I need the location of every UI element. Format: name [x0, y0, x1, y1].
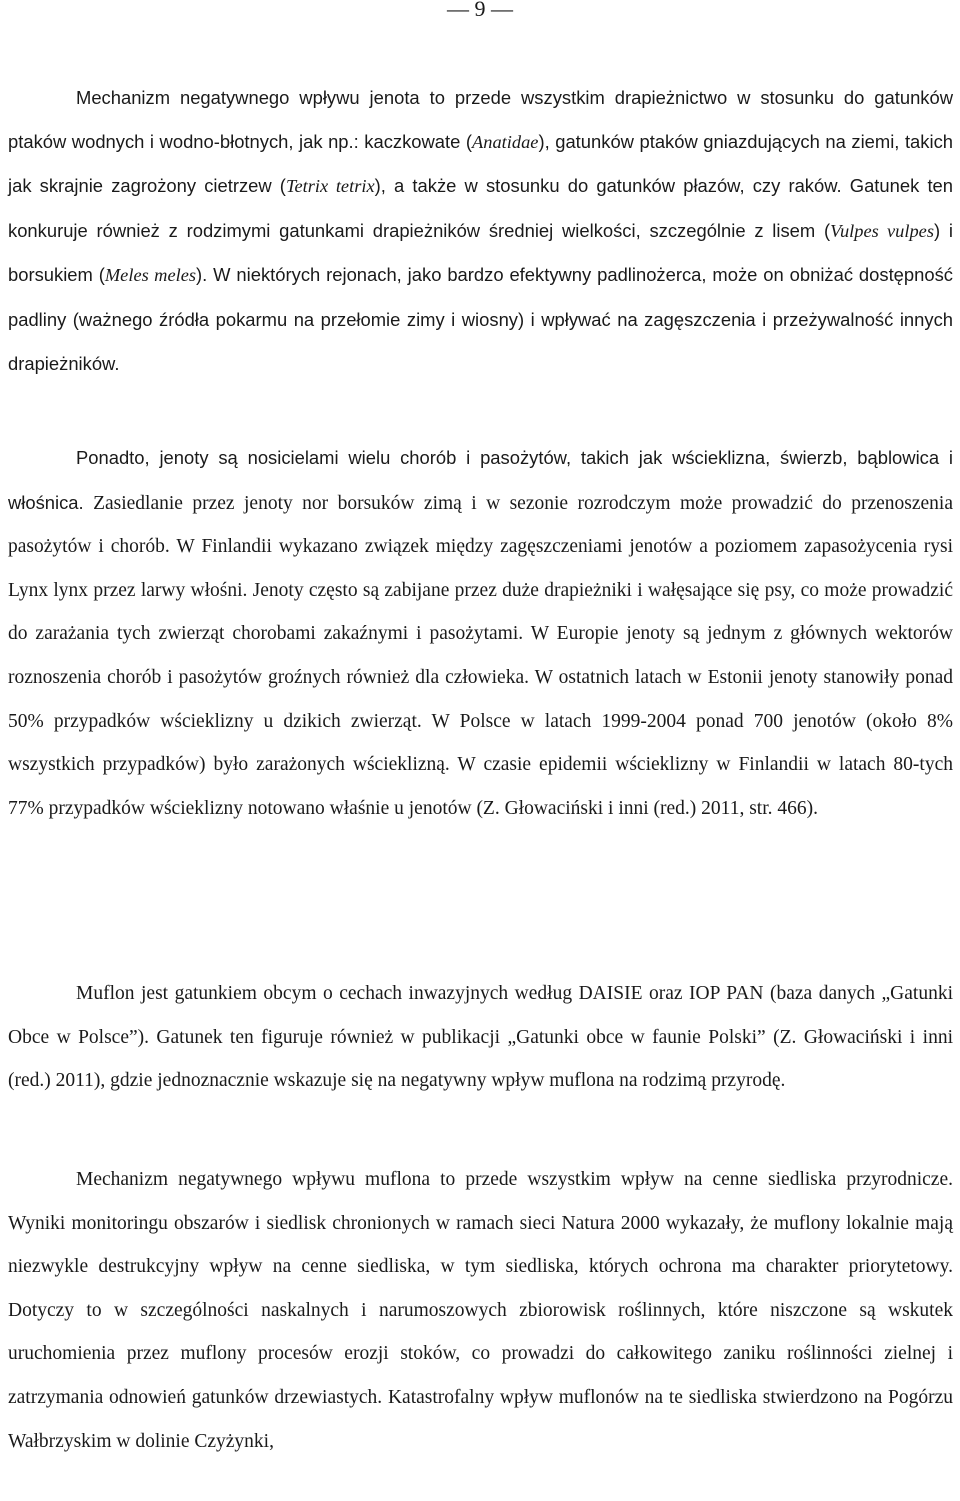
- species-name-vulpes: Vulpes vulpes: [830, 220, 934, 241]
- paragraph-text: Mechanizm negatywnego wpływu jenota to przede wszystkim drapieżnictwo w stosunku do gatunków ptaków wodnych i wodno-błotnych, jak np.: kaczkowate (: [8, 87, 953, 152]
- species-name-tetrix: Tetrix tetrix: [285, 176, 375, 197]
- paragraph-text: Zasiedlanie przez jenoty nor borsuków zimą i w sezonie rozrodczym może prowadzić do przenoszenia pasożytów i chorób. W Finlandii wykazano związek między zagęszczeniami jenotów a poziomem zapasożycenia rysi Lynx lynx przez larwy włośni. Jenoty często są zabijane przez duże drapieżniki i wałęsające się psy, co może prowadzić do zarażania tych zwierząt chorobami zakaźnymi i pasożytami. W Europie jenoty są jednym z głównych wektorów roznoszenia chorób i pasożytów groźnych również dla człowieka. W ostatnich latach w Estonii jenoty stanowiły ponad 50% przypadków wścieklizny u dzikich zwierząt. W Polsce w latach 1999-2004 ponad 700 jenotów (około 8% wszystkich przypadków) było zarażonych wścieklizną. W czasie epidemii wścieklizny w Finlandii w latach 80-tych 77% przypadków wścieklizny notowano właśnie u jenotów (Z. Głowaciński i inni (red.) 2011, str. 466).: [8, 492, 953, 819]
- paragraph-text: ), a także w stosunku do gatunków płazów, czy raków. Gatunek ten konkuruje również z rodzimymi gatunkami drapieżników średniej wielkości, szczególnie z lisem (: [8, 175, 954, 241]
- paragraph-text: Ponadto, jenoty są nosicielami wielu chorób i pasożytów, takich jak wścieklizna, świerzb, bąblowica i włośnica.: [8, 447, 953, 513]
- paragraph-raccoon-dog-predation: [8, 76, 953, 385]
- page-number: — 9 —: [447, 0, 513, 21]
- species-name-anatidae: Anatidae: [472, 131, 539, 152]
- paragraph-text: Mechanizm negatywnego wpływu muflona to przede wszystkim wpływ na cenne siedliska przyrodnicze. Wyniki monitoringu obszarów i siedlisk chronionych w ramach sieci Natura 2000 wykazały, że muflony lokalnie mają niezwykle destrukcyjny wpływ na cenne siedliska, w tym siedliska, których ochrona ma charakter priorytetowy. Dotyczy to w szczególności naskalnych i narumoszowych zbiorowisk roślinnych, które niszczone są wskutek uruchomienia przez muflony procesów erozji stoków, co prowadzi do całkowitego zaniku roślinności zielnej i zatrzymania odnowień gatunków drzewiastych. Katastrofalny wpływ muflonów na te siedliska stwierdzono na Pogórzu Wałbrzyskim w dolinie Czyżynki,: [8, 1169, 953, 1452]
- paragraph-mouflon-status: [8, 972, 953, 1103]
- paragraph-diseases: [8, 436, 953, 830]
- paragraph-text: Muflon jest gatunkiem obcym o cechach inwazyjnych według DAISIE oraz IOP PAN (baza danych „Gatunki Obce w Polsce”). Gatunek ten figuruje również w publikacji „Gatunki obce w faunie Polski” (Z. Głowaciński i inni (red.) 2011), gdzie jednoznacznie wskazuje się na negatywny wpływ muflona na rodzimą przyrodę.: [8, 983, 953, 1092]
- species-name-meles: Meles meles: [104, 265, 197, 286]
- paragraph-text: ), gatunków ptaków gniazdujących na ziemi, takich jak skrajnie zagrożony cietrzew (: [8, 130, 953, 197]
- paragraph-mouflon-impact: [8, 1158, 953, 1463]
- paragraph-text: ) i borsukiem (: [8, 219, 953, 286]
- paragraph-text: ). W niektórych rejonach, jako bardzo efektywny padlinożerca, może on obniżać dostępność padliny (ważnego źródła pokarmu na przełomie zimy i wiosny) i wpływać na zagęszczenia i przeżywalność innych drapieżników.: [8, 264, 953, 374]
